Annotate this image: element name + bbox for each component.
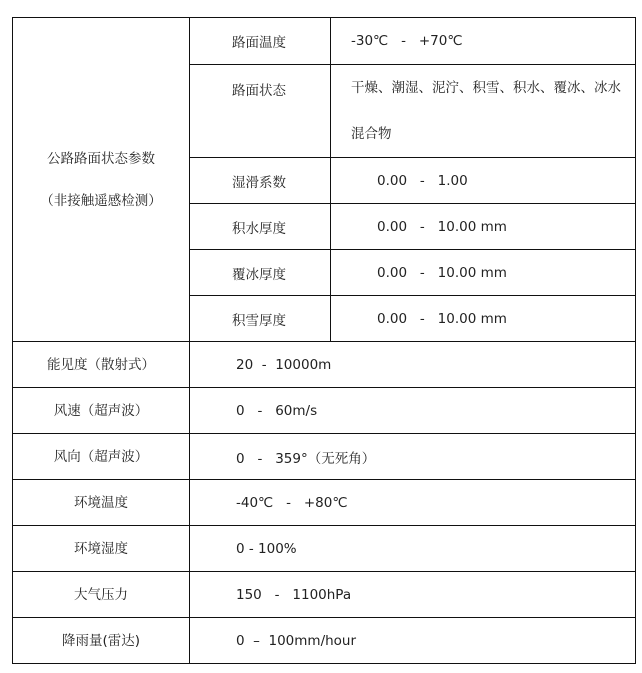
table-row — [13, 342, 636, 388]
param-value-text: 干燥、潮湿、泥泞、积雪、积水、覆冰、冰水混合物 — [351, 80, 621, 142]
table-row — [13, 480, 636, 526]
param-name: 风速（超声波） — [13, 388, 190, 434]
param-value: 0.00 - 10.00 mm — [331, 204, 636, 250]
param-value: 0 – 100mm/hour — [190, 618, 636, 664]
param-name: 积雪厚度 — [190, 296, 331, 342]
param-name: 路面状态 — [190, 65, 331, 158]
param-value: 20 - 10000m — [190, 342, 636, 388]
param-value: 0 - 60m/s — [190, 388, 636, 434]
param-value: 0.00 - 10.00 mm — [331, 296, 636, 342]
param-name: 风向（超声波） — [13, 434, 190, 480]
table-row — [13, 388, 636, 434]
group-cell — [13, 18, 190, 342]
table-row — [13, 18, 636, 65]
param-value: 0 - 359°（无死角） — [190, 434, 636, 480]
param-value — [331, 65, 636, 158]
param-name: 能见度（散射式） — [13, 342, 190, 388]
table-row — [13, 618, 636, 664]
param-name: 降雨量(雷达) — [13, 618, 190, 664]
param-name: 大气压力 — [13, 572, 190, 618]
param-value: 0.00 - 1.00 — [331, 158, 636, 204]
table-row — [13, 572, 636, 618]
param-value: -40℃ - +80℃ — [190, 480, 636, 526]
param-name: 覆冰厚度 — [190, 250, 331, 296]
param-value: 0 - 100% — [190, 526, 636, 572]
param-name: 环境温度 — [13, 480, 190, 526]
spec-table — [12, 17, 636, 664]
param-name: 积水厚度 — [190, 204, 331, 250]
param-value: 0.00 - 10.00 mm — [331, 250, 636, 296]
param-name: 湿滑系数 — [190, 158, 331, 204]
table-row — [13, 526, 636, 572]
table-row — [13, 434, 636, 480]
param-name: 路面温度 — [190, 18, 331, 65]
param-value: 150 - 1100hPa — [190, 572, 636, 618]
group-subtitle: （非接触遥感检测） — [40, 192, 162, 209]
param-value: -30℃ - +70℃ — [331, 18, 636, 65]
param-name: 环境湿度 — [13, 526, 190, 572]
group-title: 公路路面状态参数 — [47, 150, 155, 167]
